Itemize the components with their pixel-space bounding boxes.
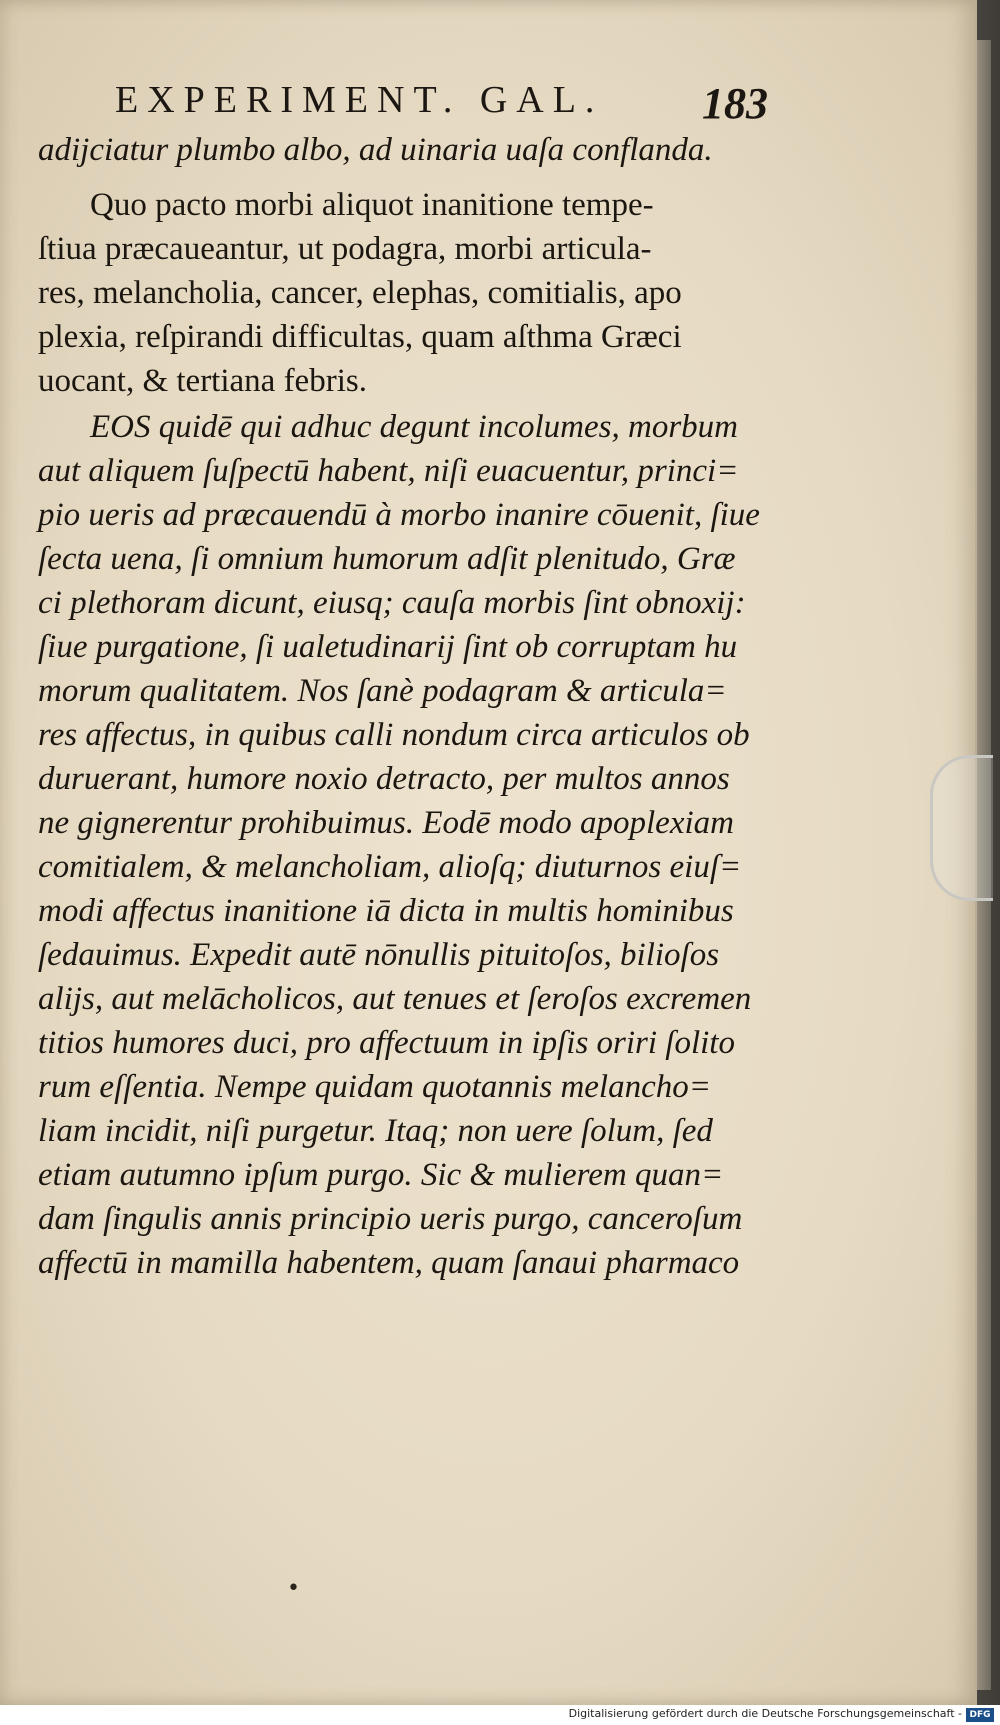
text-line: liam incidit, niſi purgetur. Itaq; non uere ſolum, ſed xyxy=(38,1113,713,1149)
text-line: dam ſingulis annis principio ueris purgo, canceroſum xyxy=(38,1201,743,1237)
text-line: alijs, aut melācholicos, aut tenues et ſeroſos excremen xyxy=(38,981,752,1017)
text-line: aut aliquem ſuſpectū habent, niſi euacuentur, princi= xyxy=(38,453,739,489)
text-line: adijciatur plumbo albo, ad uinaria uaſa conflanda. xyxy=(38,132,713,168)
footer-credit: Digitalisierung gefördert durch die Deutsche Forschungsgemeinschaft - xyxy=(568,1707,962,1720)
text-line: ſiue purgatione, ſi ualetudinarij ſint ob corruptam hu xyxy=(38,629,738,665)
text-line: res affectus, in quibus calli nondum circa articulos ob xyxy=(38,717,750,753)
text-line: uocant, & tertiana febris. xyxy=(38,363,367,399)
text-line: ci plethoram dicunt, eiusq; cauſa morbis ſint obnoxij: xyxy=(38,585,746,621)
page-number: 183 xyxy=(702,79,768,128)
text-line: morum qualitatem. Nos ſanè podagram & articula= xyxy=(38,673,727,709)
text-line: ſecta uena, ſi omnium humorum adſit plenitudo, Græ xyxy=(38,541,736,577)
text-line: Quo pacto morbi aliquot inanitione tempe- xyxy=(90,187,654,223)
text-line: pio ueris ad præcauendū à morbo inanire cōuenit, ſiue xyxy=(38,497,760,533)
text-line: EOS quidē qui adhuc degunt incolumes, morbum xyxy=(90,409,738,445)
footer-bar xyxy=(0,1705,1000,1725)
text-line: comitialem, & melancholiam, alioſq; diuturnos eiuſ= xyxy=(38,849,742,885)
text-line: ſedauimus. Expedit autē nōnullis pituitoſos, bilioſos xyxy=(38,937,720,973)
text-line: ne gignerentur prohibuimus. Eodē modo apoplexiam xyxy=(38,805,734,841)
text-line: etiam autumno ipſum purgo. Sic & mulierem quan= xyxy=(38,1157,724,1193)
dfg-logo: DFG xyxy=(966,1708,994,1722)
text-line: modi affectus inanitione iā dicta in multis hominibus xyxy=(38,893,734,929)
text-line: res, melancholia, cancer, elephas, comitialis, apo xyxy=(38,275,682,311)
running-head: EXPERIMENT. GAL. xyxy=(115,79,604,121)
text-line: affectū in mamilla habentem, quam ſanaui pharmaco xyxy=(38,1245,740,1281)
ornament-mark: • xyxy=(287,1576,300,1601)
text-line: rum eſſentia. Nempe quidam quotannis melancho= xyxy=(38,1069,712,1105)
text-line: plexia, reſpirandi difficultas, quam aſthma Græci xyxy=(38,319,682,355)
page-clip xyxy=(930,755,993,901)
text-line: titios humores duci, pro affectuum in ipſis oriri ſolito xyxy=(38,1025,735,1061)
text-line: ſtiua præcaueantur, ut podagra, morbi articula- xyxy=(38,231,652,267)
text-line: duruerant, humore noxio detracto, per multos annos xyxy=(38,761,730,797)
